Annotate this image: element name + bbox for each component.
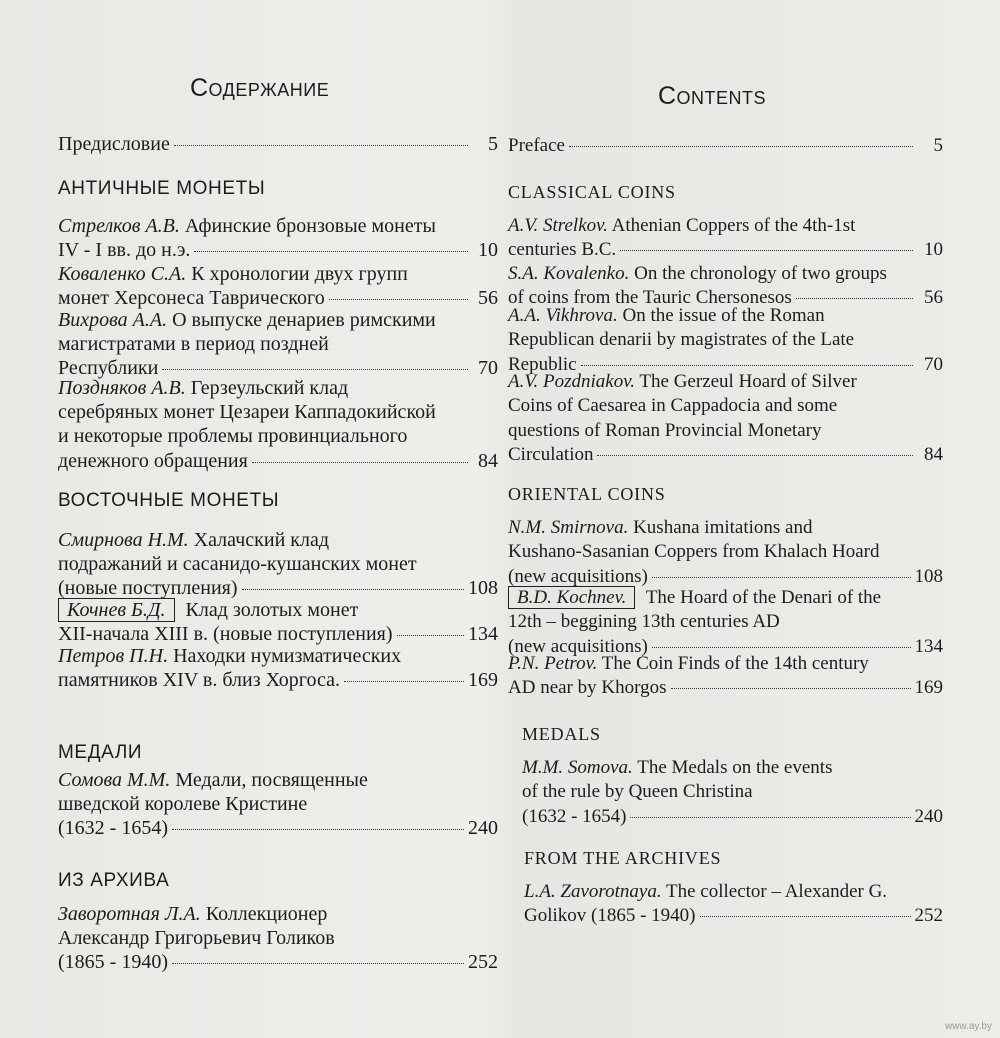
entry-title: (new acquisitions) bbox=[508, 635, 648, 657]
entry-title: On the issue of the Roman bbox=[622, 305, 825, 326]
section-title: МЕДАЛИ bbox=[58, 742, 143, 763]
leader-dots bbox=[252, 462, 468, 463]
entry-title: магистратами в период поздней bbox=[58, 333, 329, 356]
section-title: АНТИЧНЫЕ МОНЕТЫ bbox=[58, 178, 266, 199]
entry-title: денежного обращения bbox=[58, 449, 248, 472]
leader-dots bbox=[796, 298, 913, 299]
page-number: 240 bbox=[914, 805, 943, 827]
page-number: 252 bbox=[468, 951, 498, 974]
toc-entry bbox=[58, 902, 498, 975]
entry-title: Republic bbox=[508, 353, 577, 375]
entry-author: S.A. Kovalenko. bbox=[508, 263, 630, 284]
entry-author: M.M. Somova. bbox=[522, 757, 633, 778]
toc-entry bbox=[524, 880, 943, 929]
page-number: 10 bbox=[924, 239, 943, 261]
entry-title: Медали, посвященные bbox=[175, 769, 368, 791]
entry-title: The Gerzeul Hoard of Silver bbox=[639, 371, 857, 392]
entry-title: Kushana imitations and bbox=[633, 517, 813, 538]
leader-dots bbox=[172, 829, 464, 830]
leader-dots bbox=[620, 250, 913, 251]
leader-dots bbox=[162, 369, 468, 370]
toc-entry bbox=[522, 756, 943, 829]
page-number: 56 bbox=[924, 287, 943, 309]
entry-author: N.M. Smirnova. bbox=[508, 517, 629, 538]
page-number: 84 bbox=[478, 449, 498, 472]
page-number: 169 bbox=[468, 669, 498, 692]
leader-dots bbox=[630, 817, 910, 818]
leader-dots bbox=[329, 299, 468, 300]
leader-dots bbox=[194, 251, 468, 252]
entry-title: Герзеульский клад bbox=[190, 377, 349, 399]
entry-title: (новые поступления) bbox=[58, 577, 238, 600]
entry-title: IV - I вв. до н.э. bbox=[58, 239, 191, 262]
toc-entry bbox=[58, 644, 498, 692]
entry-author: Заворотная Л.А. bbox=[58, 903, 201, 925]
entry-author: Поздняков А.В. bbox=[58, 377, 186, 399]
entry-title: AD near by Khorgos bbox=[508, 677, 667, 699]
entry-title: (1632 - 1654) bbox=[58, 817, 168, 840]
entry-title: Халачский клад bbox=[193, 529, 330, 551]
entry-title: (1632 - 1654) bbox=[522, 805, 627, 827]
entry-title: Республики bbox=[58, 357, 159, 380]
entry-title: Coins of Caesarea in Cappadocia and some bbox=[508, 395, 838, 417]
section-title: ВОСТОЧНЫЕ МОНЕТЫ bbox=[58, 490, 280, 511]
entry-author: Коваленко С.А. bbox=[58, 263, 187, 285]
entry-title: (new acquisitions) bbox=[508, 565, 648, 587]
page-number: 5 bbox=[488, 133, 498, 155]
toc-entry bbox=[508, 586, 943, 659]
leader-dots bbox=[242, 589, 464, 590]
entry-title: XII-начала XIII в. (новые поступления) bbox=[58, 623, 393, 646]
entry-title: Находки нумизматических bbox=[173, 645, 402, 667]
preface-entry-ru bbox=[58, 132, 498, 156]
entry-title: centuries B.C. bbox=[508, 239, 617, 261]
entry-title: подражаний и сасанидо-кушанских монет bbox=[58, 553, 417, 576]
entry-title: Афинские бронзовые монеты bbox=[184, 215, 436, 237]
entry-title: 12th – beggining 13th centuries AD bbox=[508, 611, 780, 633]
leader-dots bbox=[569, 146, 913, 147]
entry-title: of coins from the Tauric Chersonesos bbox=[508, 287, 792, 309]
entry-title: The collector – Alexander G. bbox=[666, 881, 888, 902]
page-number: 5 bbox=[933, 135, 943, 156]
leader-dots bbox=[172, 963, 464, 964]
leader-dots bbox=[344, 681, 464, 682]
toc-entry bbox=[58, 528, 498, 601]
section-title: ИЗ АРХИВА bbox=[58, 870, 170, 891]
preface-entry-en bbox=[508, 134, 943, 158]
entry-title: Клад золотых монет bbox=[185, 599, 359, 621]
heading-english: Contents bbox=[658, 82, 767, 110]
entry-title: Athenian Coppers of the 4th-1st bbox=[611, 215, 856, 236]
page-number: 108 bbox=[914, 565, 943, 587]
page-number: 108 bbox=[468, 577, 498, 600]
leader-dots bbox=[174, 145, 468, 146]
toc-entry bbox=[508, 516, 943, 589]
entry-author: Вихрова А.А. bbox=[58, 309, 168, 331]
entry-title: Republican denarii by magistrates of the Late bbox=[508, 329, 855, 351]
watermark: www.ay.by bbox=[944, 1021, 992, 1032]
page-number: 134 bbox=[468, 623, 498, 646]
entry-author: Смирнова Н.М. bbox=[58, 529, 189, 551]
entry-title: К хронологии двух групп bbox=[191, 263, 408, 285]
entry-title: и некоторые проблемы провинциального bbox=[58, 425, 408, 448]
entry-author: A.V. Pozdniakov. bbox=[508, 371, 635, 392]
leader-dots bbox=[652, 647, 911, 648]
entry-title: Коллекционер bbox=[205, 903, 328, 925]
toc-entry bbox=[58, 214, 498, 262]
entry-title: памятников XIV в. близ Хоргоса. bbox=[58, 669, 341, 692]
entry-title: серебряных монет Цезареи Каппадокийской bbox=[58, 401, 436, 424]
toc-entry bbox=[58, 308, 498, 381]
entry-title: questions of Roman Provincial Monetary bbox=[508, 419, 822, 441]
leader-dots bbox=[700, 916, 911, 917]
entry-author: Стрелков А.В. bbox=[58, 215, 180, 237]
page-number: 56 bbox=[478, 287, 498, 310]
entry-title: The Hoard of the Denari of the bbox=[645, 587, 882, 608]
toc-entry bbox=[58, 262, 498, 310]
page-number: 70 bbox=[478, 357, 498, 380]
section-title: CLASSICAL COINS bbox=[508, 182, 676, 202]
entry-title: Preface bbox=[508, 135, 565, 156]
page-number: 70 bbox=[924, 353, 943, 375]
entry-title: шведской королеве Кристине bbox=[58, 793, 308, 816]
leader-dots bbox=[597, 455, 913, 456]
leader-dots bbox=[397, 635, 464, 636]
entry-author: Сомова М.М. bbox=[58, 769, 171, 791]
entry-title: The Medals on the events bbox=[637, 757, 833, 778]
heading-russian: Содержание bbox=[190, 74, 330, 102]
page-number: 84 bbox=[924, 443, 943, 465]
entry-title: Golikov (1865 - 1940) bbox=[524, 905, 696, 927]
leader-dots bbox=[581, 365, 913, 366]
entry-title: The Coin Finds of the 14th century bbox=[601, 653, 869, 674]
entry-author-boxed: B.D. Kochnev. bbox=[508, 586, 635, 609]
entry-title: Предисловие bbox=[58, 133, 170, 155]
toc-entry bbox=[58, 376, 498, 473]
entry-author: A.A. Vikhrova. bbox=[508, 305, 618, 326]
page-number: 169 bbox=[914, 677, 943, 699]
toc-entry bbox=[58, 598, 498, 646]
entry-title: of the rule by Queen Christina bbox=[522, 781, 753, 803]
toc-entry bbox=[508, 304, 943, 377]
leader-dots bbox=[671, 688, 911, 689]
toc-entry bbox=[58, 768, 498, 841]
entry-title: О выпуске денариев римскими bbox=[172, 309, 436, 331]
entry-author-boxed: Кочнев Б.Д. bbox=[58, 598, 175, 622]
entry-title: On the chronology of two groups bbox=[634, 263, 887, 284]
toc-entry bbox=[508, 652, 943, 701]
page-number: 240 bbox=[468, 817, 498, 840]
entry-title: Circulation bbox=[508, 443, 594, 465]
entry-author: P.N. Petrov. bbox=[508, 653, 598, 674]
page-number: 252 bbox=[914, 905, 943, 927]
section-title: ORIENTAL COINS bbox=[508, 484, 666, 504]
page-number: 134 bbox=[914, 635, 943, 657]
entry-title: (1865 - 1940) bbox=[58, 951, 168, 974]
entry-author: L.A. Zavorotnaya. bbox=[524, 881, 662, 902]
entry-title: Kushano-Sasanian Coppers from Khalach Hoard bbox=[508, 541, 880, 563]
page-number: 10 bbox=[478, 239, 498, 262]
entry-author: Петров П.Н. bbox=[58, 645, 169, 667]
toc-entry bbox=[508, 370, 943, 467]
entry-author: A.V. Strelkov. bbox=[508, 215, 608, 236]
entry-title: монет Херсонеса Таврического bbox=[58, 287, 325, 310]
entry-title: Александр Григорьевич Голиков bbox=[58, 927, 335, 950]
section-title: MEDALS bbox=[522, 724, 601, 744]
toc-entry bbox=[508, 214, 943, 263]
leader-dots bbox=[652, 577, 911, 578]
section-title: FROM THE ARCHIVES bbox=[524, 848, 722, 868]
